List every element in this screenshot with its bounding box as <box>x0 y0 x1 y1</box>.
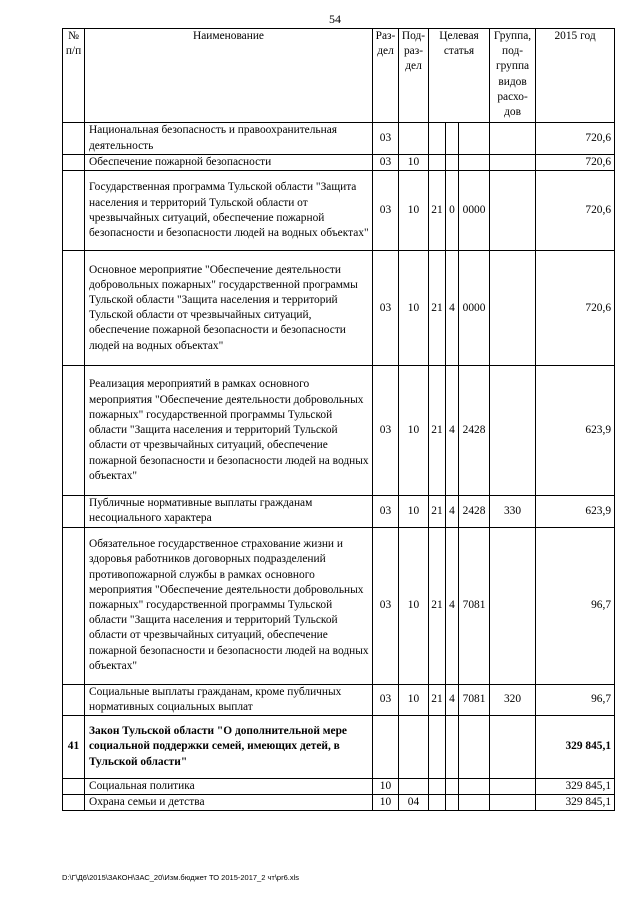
row-target-program <box>429 779 446 795</box>
row-section: 03 <box>373 366 399 496</box>
row-expense-group: 320 <box>490 684 536 715</box>
row-target-subprogram: 4 <box>446 684 459 715</box>
row-subsection: 10 <box>399 684 429 715</box>
row-amount: 329 845,1 <box>536 795 615 811</box>
row-number: 41 <box>63 716 85 779</box>
row-subsection <box>399 779 429 795</box>
budget-table <box>62 28 615 811</box>
row-target-program: 21 <box>429 171 446 251</box>
table-row <box>63 123 615 155</box>
row-expense-group <box>490 716 536 779</box>
col-header-subsection: Под-раз-дел <box>399 29 429 123</box>
row-name: Социальная политика <box>85 779 373 795</box>
row-expense-group <box>490 366 536 496</box>
row-expense-group: 330 <box>490 496 536 527</box>
row-number <box>63 684 85 715</box>
row-target-direction <box>459 155 490 171</box>
row-target-direction <box>459 779 490 795</box>
table-row <box>63 155 615 171</box>
row-target-program: 21 <box>429 527 446 684</box>
row-amount: 720,6 <box>536 171 615 251</box>
row-section: 03 <box>373 251 399 366</box>
row-name: Обеспечение пожарной безопасности <box>85 155 373 171</box>
row-expense-group <box>490 527 536 684</box>
row-target-subprogram: 4 <box>446 496 459 527</box>
row-target-subprogram <box>446 123 459 155</box>
row-expense-group <box>490 155 536 171</box>
row-target-direction: 2428 <box>459 366 490 496</box>
row-target-subprogram <box>446 716 459 779</box>
header-row <box>63 29 615 123</box>
row-expense-group <box>490 251 536 366</box>
table-row <box>63 684 615 715</box>
row-section <box>373 716 399 779</box>
row-target-subprogram <box>446 779 459 795</box>
row-number <box>63 123 85 155</box>
table-row <box>63 171 615 251</box>
row-target-subprogram: 4 <box>446 366 459 496</box>
col-header-num: № п/п <box>63 29 85 123</box>
row-subsection: 10 <box>399 155 429 171</box>
row-target-program <box>429 716 446 779</box>
row-target-direction: 0000 <box>459 251 490 366</box>
table-row <box>63 496 615 527</box>
row-section: 03 <box>373 527 399 684</box>
row-number <box>63 795 85 811</box>
row-subsection: 10 <box>399 366 429 496</box>
row-name: Национальная безопасность и правоохранительная деятельность <box>85 123 373 155</box>
col-header-year: 2015 год <box>536 29 615 123</box>
row-expense-group <box>490 795 536 811</box>
row-name: Основное мероприятие "Обеспечение деятельности добровольных пожарных" государственной программы Тульской области "Защита населения и территорий Тульской области от чрезвычайных ситуаций, обеспечение пожарной безопасности и безопасности людей на водных объектах" <box>85 251 373 366</box>
row-name: Публичные нормативные выплаты гражданам несоциального характера <box>85 496 373 527</box>
row-target-program <box>429 123 446 155</box>
row-target-direction <box>459 123 490 155</box>
row-section: 03 <box>373 496 399 527</box>
row-number <box>63 251 85 366</box>
row-number <box>63 171 85 251</box>
table-row <box>63 716 615 779</box>
table-row <box>63 251 615 366</box>
row-target-direction <box>459 716 490 779</box>
row-expense-group <box>490 779 536 795</box>
table-row <box>63 779 615 795</box>
table-row <box>63 795 615 811</box>
col-header-target: Целевая статья <box>429 29 490 123</box>
page-number: 54 <box>329 12 341 26</box>
row-section: 10 <box>373 795 399 811</box>
row-target-subprogram: 4 <box>446 251 459 366</box>
row-name: Обязательное государственное страхование жизни и здоровья работников договорных подразделений противопожарной службы в рамках основного мероприятия "Обеспечение деятельности добровольных пожарных" государственной программы Тульской области "Защита населения и территорий Тульской области от чрезвычайных ситуаций, обеспечение пожарной безопасности и безопасности людей на водных объектах" <box>85 527 373 684</box>
row-target-program <box>429 795 446 811</box>
row-subsection <box>399 716 429 779</box>
row-target-program <box>429 155 446 171</box>
row-subsection: 10 <box>399 251 429 366</box>
row-name: Реализация мероприятий в рамках основного мероприятия "Обеспечение деятельности добровольных пожарных" государственной программы Тульской области "Защита населения и территорий Тульской области от чрезвычайных ситуаций, обеспечение пожарной безопасности и безопасности людей на водных объектах" <box>85 366 373 496</box>
row-subsection: 04 <box>399 795 429 811</box>
row-target-program: 21 <box>429 251 446 366</box>
row-target-direction: 0000 <box>459 171 490 251</box>
row-target-subprogram: 0 <box>446 171 459 251</box>
file-path-footer: D:\Г\Д6\2015\ЗАКОН\ЗАС_20\Изм.бюджет ТО 2015-2017_2 чт\pr6.xls <box>62 873 299 882</box>
row-number <box>63 366 85 496</box>
row-number <box>63 527 85 684</box>
row-section: 03 <box>373 171 399 251</box>
row-subsection: 10 <box>399 527 429 684</box>
row-amount: 96,7 <box>536 684 615 715</box>
row-target-subprogram <box>446 795 459 811</box>
row-number <box>63 779 85 795</box>
row-section: 03 <box>373 155 399 171</box>
row-target-direction: 7081 <box>459 527 490 684</box>
row-subsection: 10 <box>399 171 429 251</box>
row-expense-group <box>490 123 536 155</box>
row-amount: 329 845,1 <box>536 779 615 795</box>
row-target-direction: 7081 <box>459 684 490 715</box>
table-row <box>63 527 615 684</box>
row-name: Охрана семьи и детства <box>85 795 373 811</box>
row-subsection: 10 <box>399 496 429 527</box>
row-name: Государственная программа Тульской области "Защита населения и территорий Тульской области от чрезвычайных ситуаций, обеспечение пожарной безопасности и безопасности людей на водных объектах" <box>85 171 373 251</box>
row-number <box>63 155 85 171</box>
row-target-subprogram: 4 <box>446 527 459 684</box>
row-number <box>63 496 85 527</box>
row-target-direction <box>459 795 490 811</box>
row-subsection <box>399 123 429 155</box>
row-target-program: 21 <box>429 366 446 496</box>
row-name: Закон Тульской области "О дополнительной мере социальной поддержки семей, имеющих детей, в Тульской области" <box>85 716 373 779</box>
row-name: Социальные выплаты гражданам, кроме публичных нормативных социальных выплат <box>85 684 373 715</box>
row-amount: 96,7 <box>536 527 615 684</box>
row-amount: 329 845,1 <box>536 716 615 779</box>
row-target-direction: 2428 <box>459 496 490 527</box>
row-amount: 623,9 <box>536 496 615 527</box>
row-section: 10 <box>373 779 399 795</box>
row-section: 03 <box>373 123 399 155</box>
row-amount: 623,9 <box>536 366 615 496</box>
col-header-group: Группа, под-группа видов расхо-дов <box>490 29 536 123</box>
col-header-section: Раз-дел <box>373 29 399 123</box>
row-target-program: 21 <box>429 684 446 715</box>
row-amount: 720,6 <box>536 123 615 155</box>
row-target-program: 21 <box>429 496 446 527</box>
row-amount: 720,6 <box>536 251 615 366</box>
row-section: 03 <box>373 684 399 715</box>
table-row <box>63 366 615 496</box>
row-target-subprogram <box>446 155 459 171</box>
col-header-name: Наименование <box>85 29 373 123</box>
row-amount: 720,6 <box>536 155 615 171</box>
row-expense-group <box>490 171 536 251</box>
